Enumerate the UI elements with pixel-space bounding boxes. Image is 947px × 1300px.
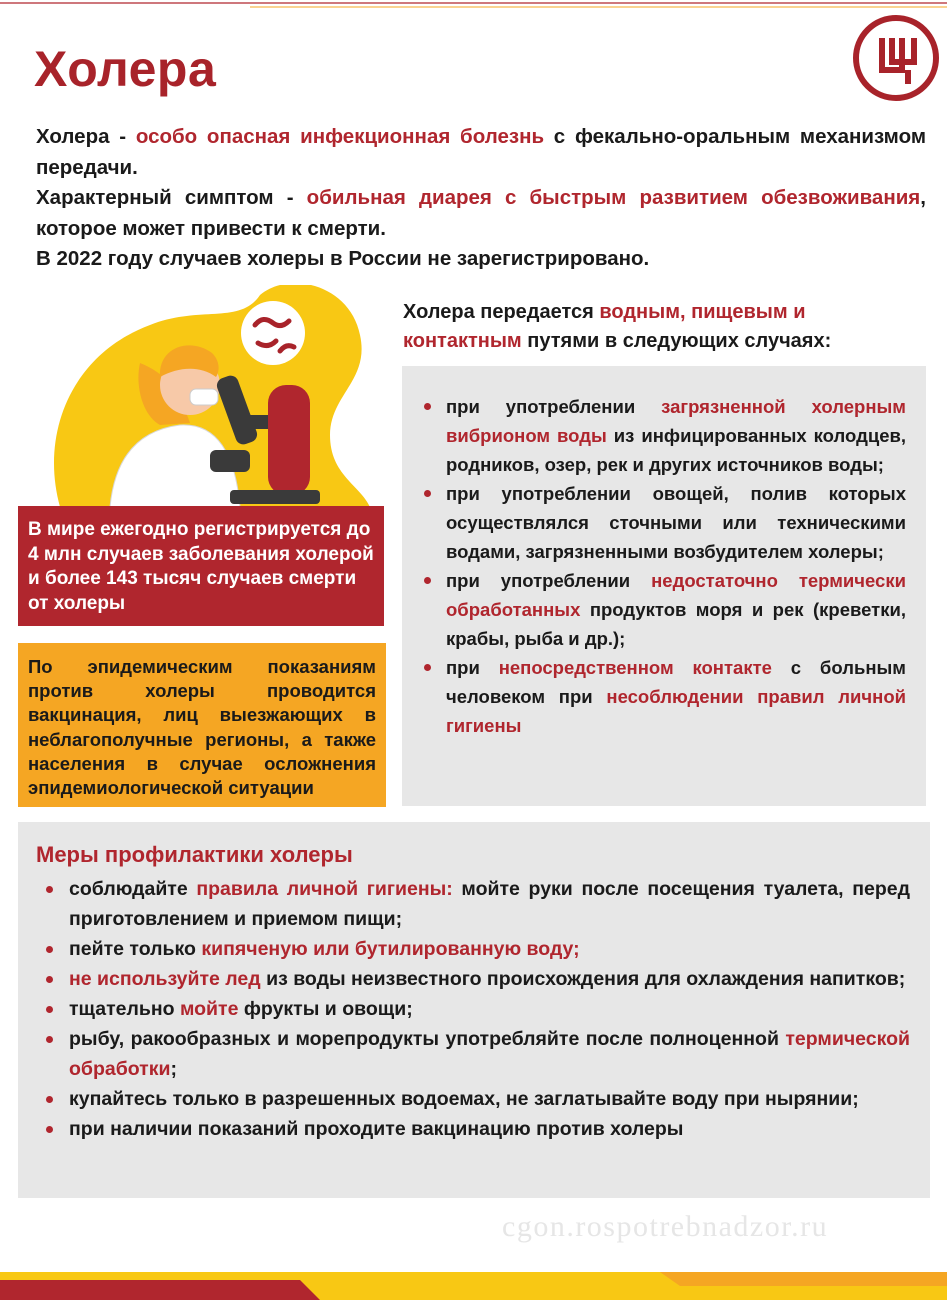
bullet-icon: [46, 1096, 53, 1103]
list-item: рыбу, ракообразных и морепродукты употребляйте после полноценной термической обработки;: [36, 1024, 910, 1084]
bullet-icon: [424, 490, 431, 497]
bullet-icon: [424, 403, 431, 410]
transmission-heading: Холера передается водным, пищевым и контактным путями в следующих случаях:: [403, 301, 832, 352]
page-title: Холера: [34, 41, 217, 97]
watermark-url: cgon.rospotrebnadzor.ru: [502, 1210, 829, 1243]
prevention-title: Меры профилактики холеры: [36, 842, 353, 867]
list-item: при наличии показаний проходите вакцинацию против холеры: [36, 1114, 910, 1144]
intro-symptom: Характерный симптом - обильная диарея с быстрым развитием обезвоживания, которое может привести к смерти.: [36, 186, 926, 240]
vaccination-note-box: По эпидемическим показаниям против холеры проводится вакцинация, лиц выезжающих в неблагополучные регионы, а также населения в случае осложнения эпидемиологической ситуации: [18, 643, 386, 807]
cgon-logo-icon: [852, 14, 940, 102]
bottom-decor-band: [0, 1256, 947, 1300]
bullet-icon: [46, 886, 53, 893]
bullet-icon: [46, 976, 53, 983]
bullet-icon: [46, 1036, 53, 1043]
world-stats-box: В мире ежегодно регистрируется до 4 млн случаев заболевания холерой и более 143 тысяч случаев смерти от холеры: [18, 506, 384, 626]
list-item: при употреблении загрязненной холерным вибрионом воды из инфицированных колодцев, родников, озер, рек и других источников воды;: [424, 392, 906, 479]
list-item: не используйте лед из воды неизвестного происхождения для охлаждения напитков;: [36, 964, 910, 994]
bullet-icon: [46, 946, 53, 953]
prevention-box: [18, 822, 930, 1198]
top-decor-lines: [0, 0, 947, 14]
bullet-icon: [46, 1006, 53, 1013]
prevention-list: [36, 874, 910, 1144]
list-item: при употреблении овощей, полив которых осуществлялся сточными или техническими водами, загрязненными возбудителем холеры;: [424, 479, 906, 566]
list-item: при употреблении недостаточно термически обработанных продуктов моря и рек (креветки, крабы, рыба и др.);: [424, 566, 906, 653]
list-item: купайтесь только в разрешенных водоемах, не заглатывайте воду при нырянии;: [36, 1084, 910, 1114]
bullet-icon: [424, 664, 431, 671]
bullet-icon: [46, 1126, 53, 1133]
intro-definition: Холера - особо опасная инфекционная болезнь с фекально-оральным механизмом передачи.: [36, 125, 926, 179]
intro-russia-status: В 2022 году случаев холеры в России не зарегистрировано.: [36, 247, 650, 270]
transmission-list: [424, 392, 906, 740]
list-item: соблюдайте правила личной гигиены: мойте руки после посещения туалета, перед приготовлением и приемом пищи;: [36, 874, 910, 934]
intro-text: [36, 122, 926, 275]
bullet-icon: [424, 577, 431, 584]
list-item: тщательно мойте фрукты и овощи;: [36, 994, 910, 1024]
scientist-microscope-icon: [30, 285, 400, 507]
list-item: пейте только кипяченую или бутилированную воду;: [36, 934, 910, 964]
transmission-box: [402, 366, 926, 806]
list-item: при непосредственном контакте с больным человеком при несоблюдении правил личной гигиены: [424, 653, 906, 740]
